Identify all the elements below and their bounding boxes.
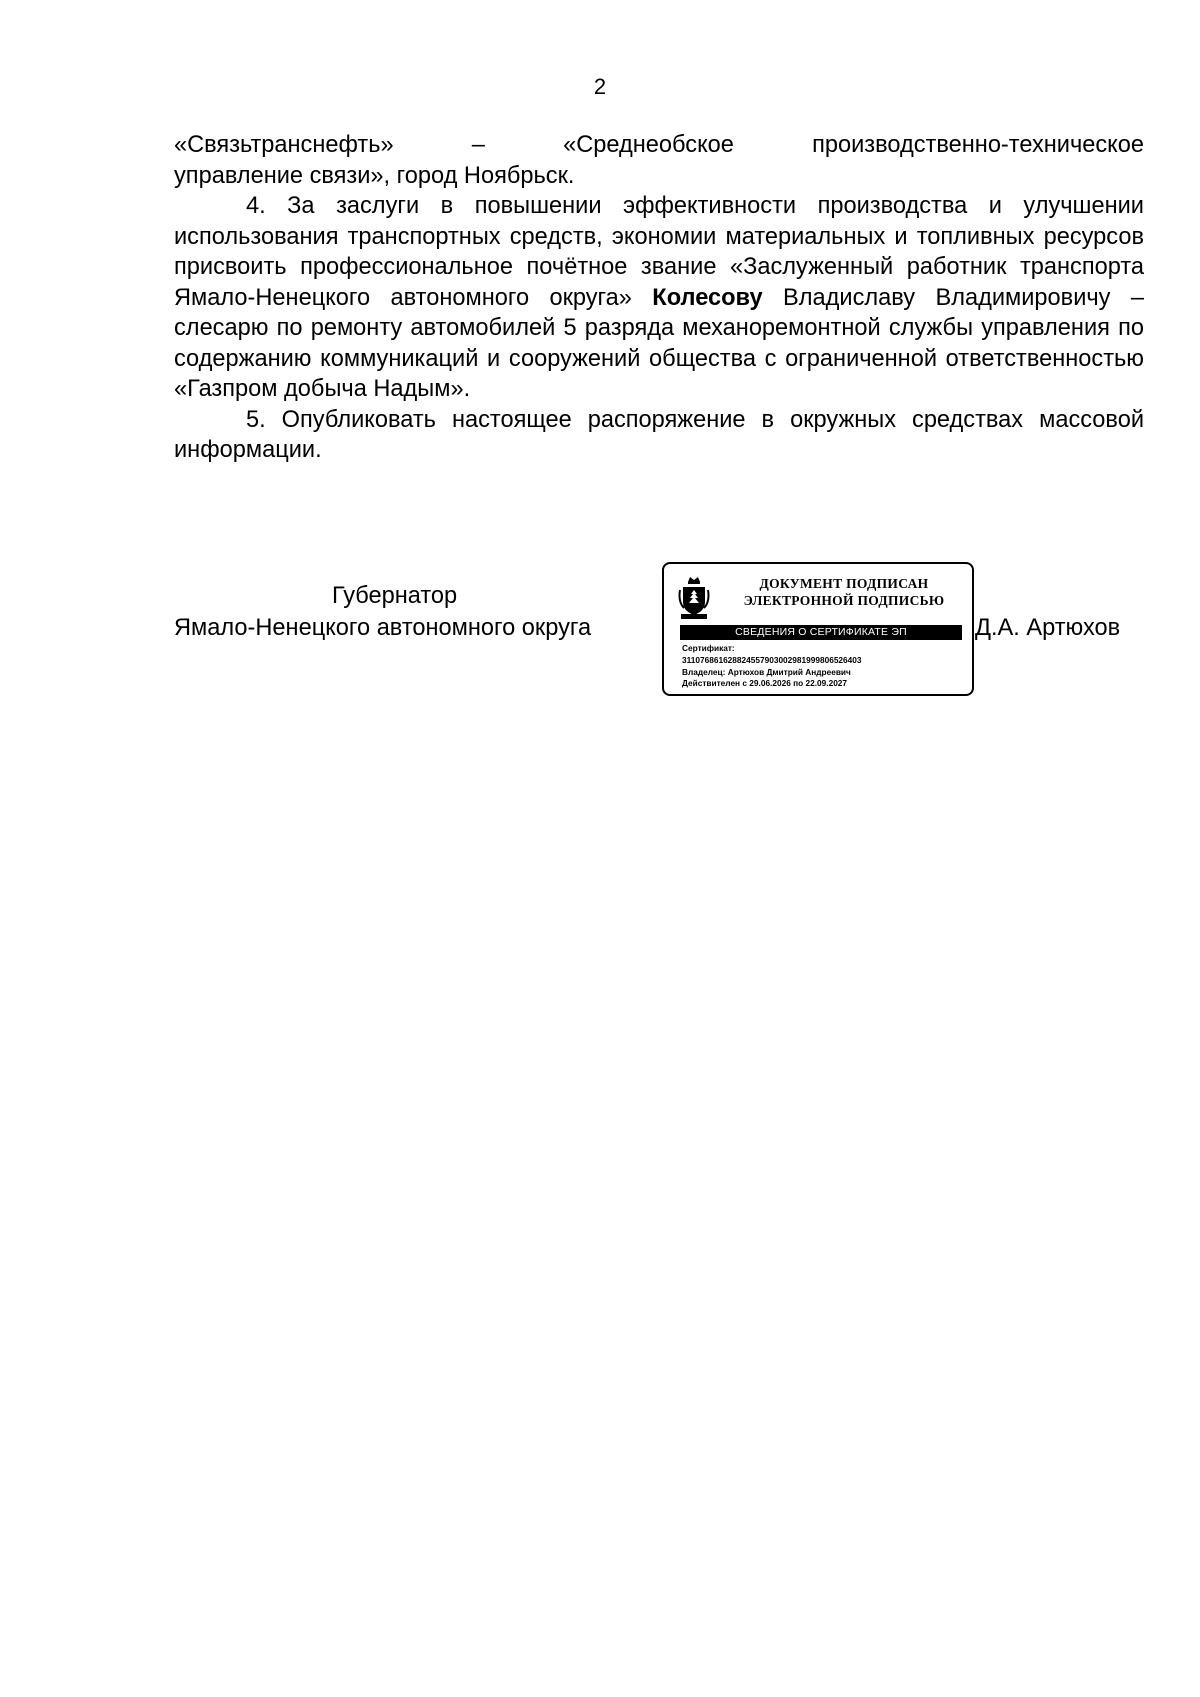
electronic-signature-stamp (662, 562, 974, 696)
awardee-surname: Колесову (652, 284, 763, 311)
stamp-certificate-info (682, 643, 862, 690)
stamp-certificate-bar: СВЕДЕНИЯ О СЕРТИФИКАТЕ ЭП (680, 625, 962, 640)
paragraph-4-text-before: 4. За заслуги в повышении эффективности производства и улучшении использования транспортных средств, экономии материальных и топливных ресурсов присвоить профессиональное почётное звание «Заслуженный работник транспорта Ямало-Ненецкого автономного округа» (174, 193, 1144, 311)
stamp-validity: Действителен с 29.06.2026 по 22.09.2027 (682, 678, 848, 689)
paragraph-continuation-line2: управление связи», город Ноябрьск. (174, 162, 575, 189)
paragraph-continuation-line1: «Связьтранснефть» – «Среднеобское производственно-техническое (174, 132, 1144, 158)
stamp-cert-label: Сертификат: (682, 643, 735, 653)
signatory-title (174, 580, 591, 644)
paragraph-5: 5. Опубликовать настоящее распоряжение в окружных средствах массовой информации. (174, 406, 1144, 463)
paragraph-4 (174, 191, 1144, 405)
coat-of-arms-icon (678, 574, 710, 620)
stamp-cert-number: 311076861628824557903002981999806526403 (682, 654, 862, 665)
stamp-header-line2: ЭЛЕКТРОННОЙ ПОДПИСЬЮ (743, 593, 945, 608)
stamp-header-line1: ДОКУМЕНТ ПОДПИСАН (759, 576, 929, 591)
stamp-owner: Владелец: Артюхов Дмитрий Андреевич (682, 666, 851, 677)
document-body (174, 130, 1144, 466)
signatory-name: Д.А. Артюхов (975, 615, 1121, 641)
page-number: 2 (593, 74, 607, 99)
paragraph-4-text-after: Владиславу Владимировичу – слесарю по ремонту автомобилей 5 разряда механоремонтной службы управления по содержанию коммуникаций и сооружений общества с ограниченной ответственностью «Газпром добыча Надым». (174, 284, 1144, 402)
signatory-title-line1: Губернатор (332, 583, 458, 609)
signatory-title-line2: Ямало-Ненецкого автономного округа (174, 615, 592, 641)
stamp-header (724, 575, 964, 609)
